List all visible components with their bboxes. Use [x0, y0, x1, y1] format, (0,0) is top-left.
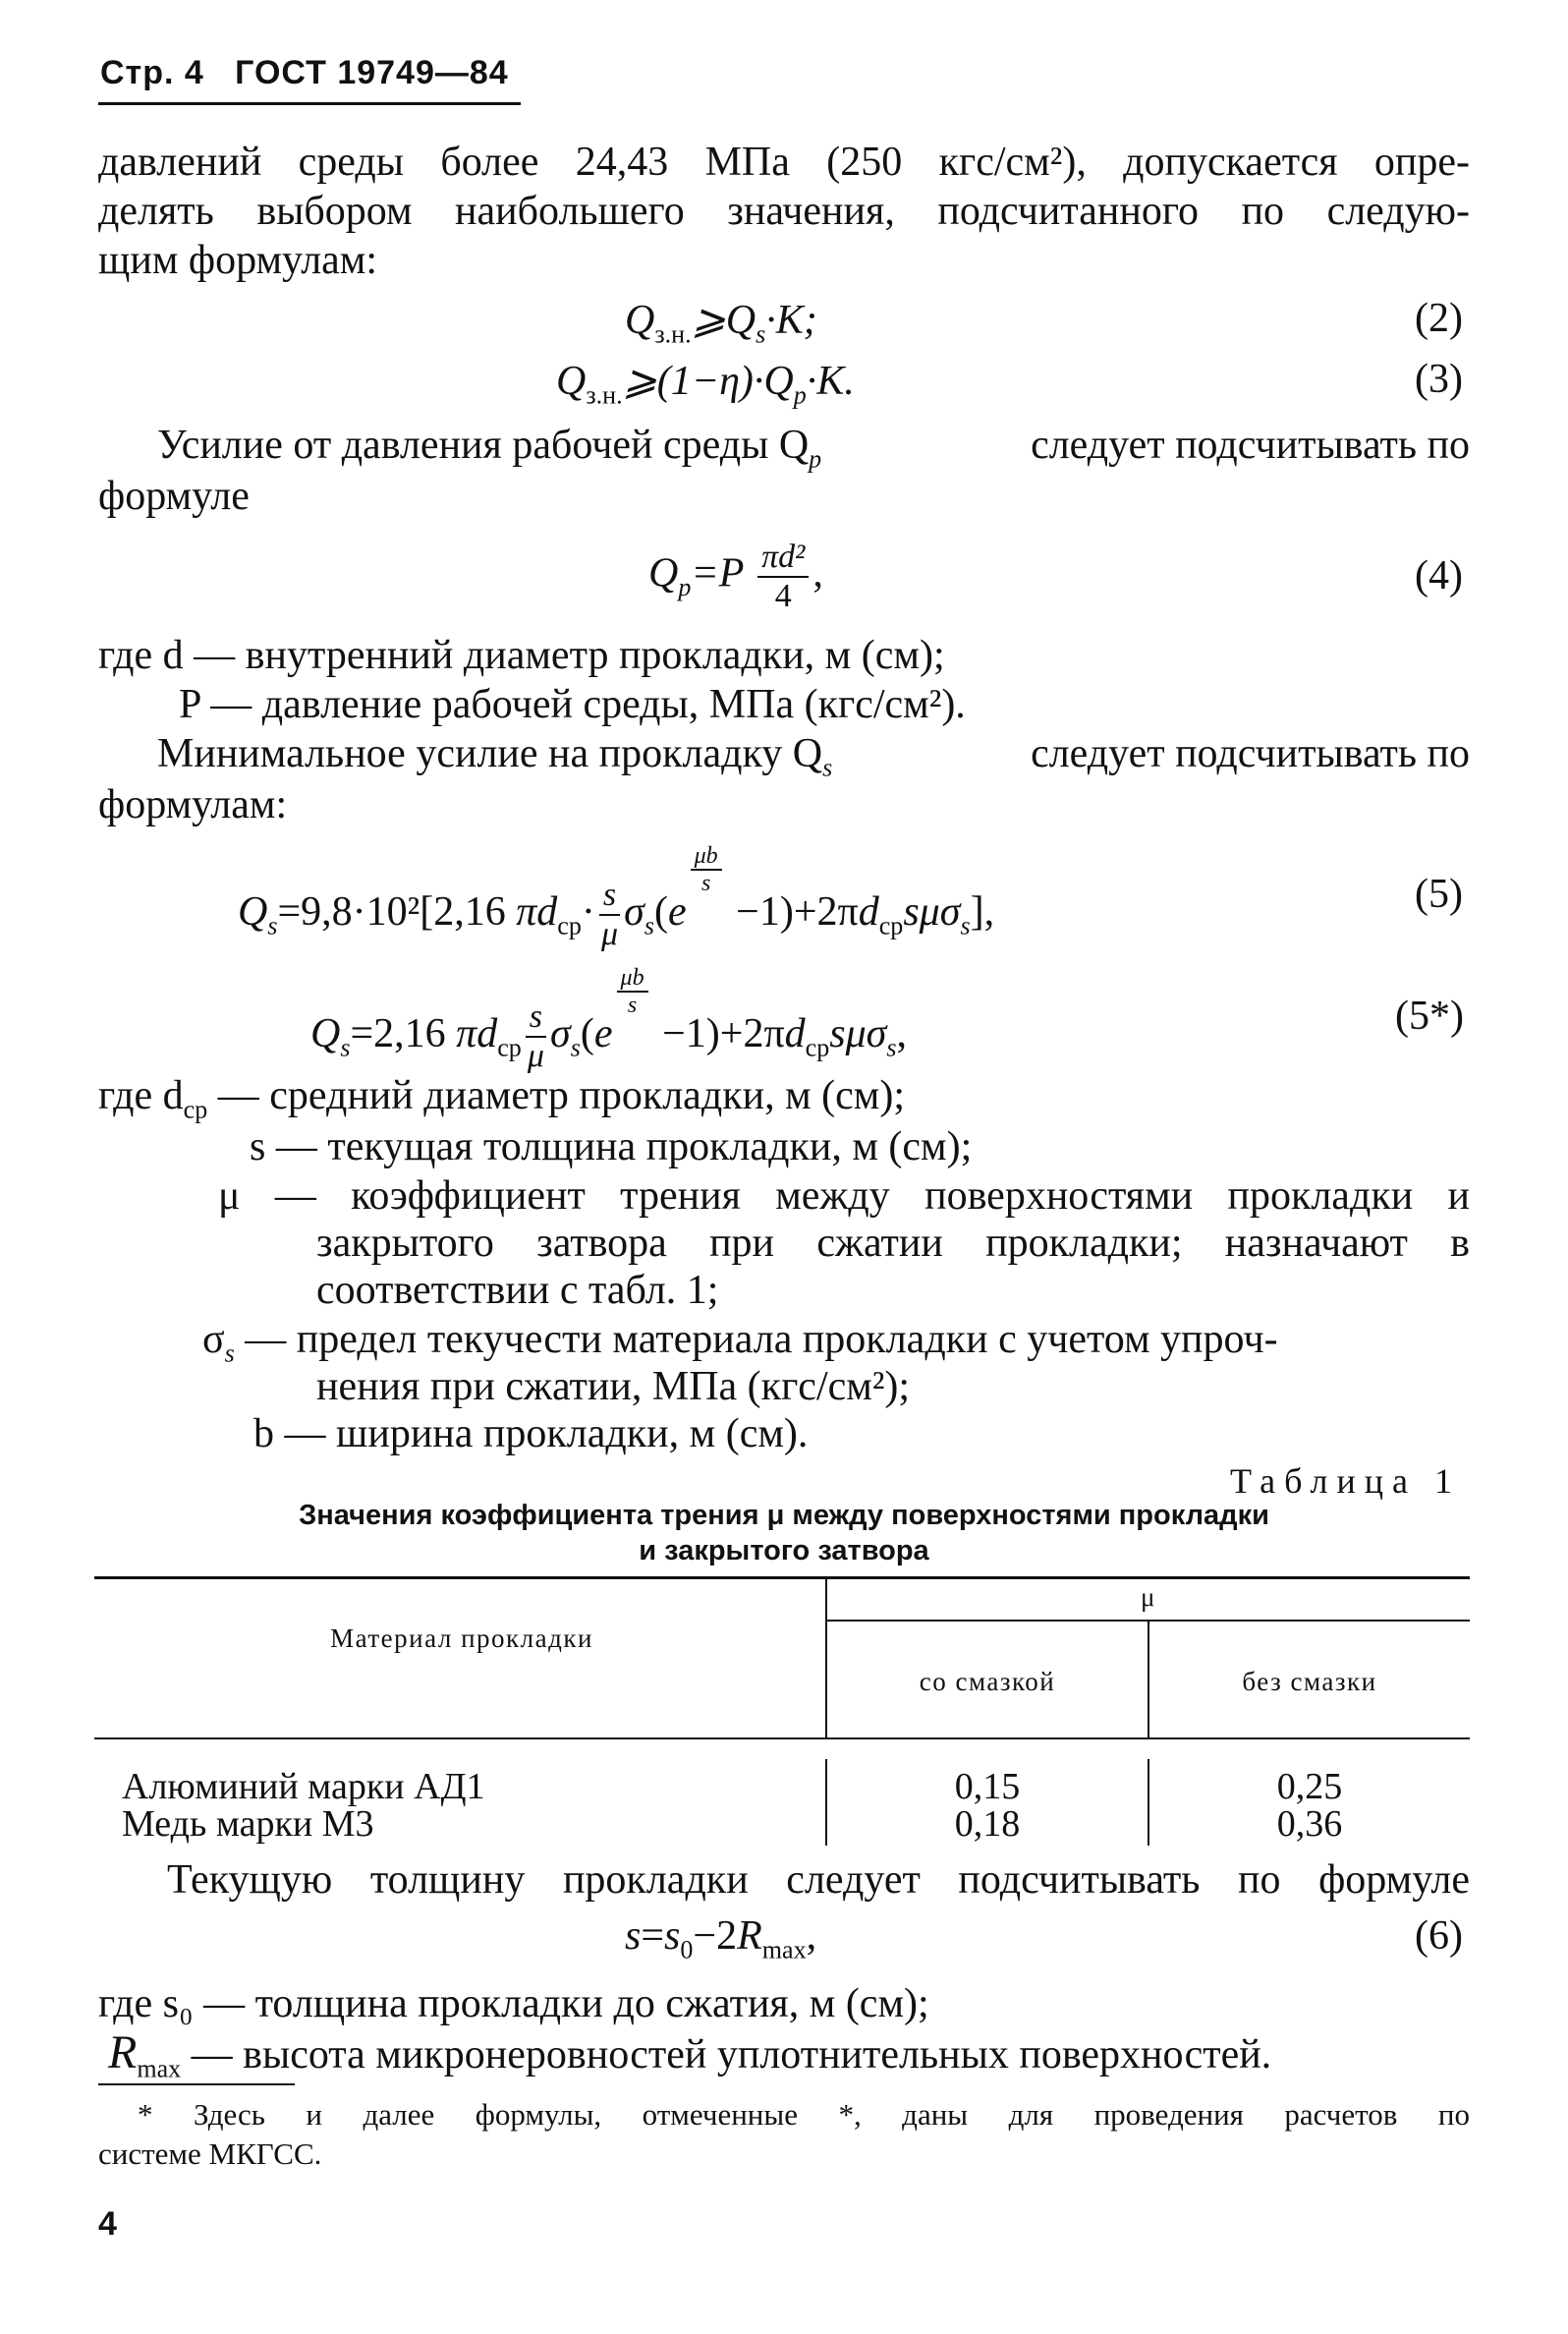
table-row-2-with: 0,18: [954, 1803, 1021, 1845]
where-mu-1: μ — коэффициент трения между поверхностями прокладки и: [218, 1173, 1470, 1219]
where-s: s — текущая толщина прокладки, м (см);: [250, 1124, 973, 1169]
equation-4-number: (4): [1415, 553, 1463, 598]
equation-5-number: (5): [1415, 872, 1463, 917]
where-p: P — давление рабочей среды, МПа (кгс/см²).: [179, 682, 966, 727]
where-s0: где s₀ — толщина прокладки до сжатия, м (см);: [98, 1981, 929, 2026]
force-paragraph-line-2: формуле: [98, 474, 250, 519]
table-row-2-without: 0,36: [1276, 1803, 1343, 1845]
where-d: где d — внутренний диаметр прокладки, м (см);: [98, 633, 945, 678]
equation-5-star-number: (5*): [1395, 994, 1464, 1039]
where-b: b — ширина прокладки, м (см).: [253, 1411, 809, 1456]
footnote-line-2: системе МКГСС.: [98, 2136, 322, 2171]
equation-5: $Q_s=9,8\cdot 10^2[2,16$ $\pi d_{ср}\cdot$ $\frac{s}{\mu}$ $\sigma_s(e$ $^{\frac{\mu b}{s}}$ $-1)+2\pi d_{ср}s\mu\sigma_s$],: [238, 843, 995, 953]
intro-line-3: щим формулам:: [98, 238, 378, 283]
where-mu-2: закрытого затвора при сжатии прокладки; назначают в: [316, 1221, 1470, 1266]
min-force-line-1: Минимальное усилие на прокладку $Q_s$ следует подсчитывать по: [157, 731, 1470, 782]
equation-2-number: (2): [1415, 296, 1463, 341]
table-row-2-material: Медь марки М3: [122, 1803, 374, 1845]
footnote-line-1: * Здесь и далее формулы, отмеченные *, даны для проведения расчетов по: [138, 2097, 1470, 2132]
min-force-line-2: формулам:: [98, 782, 288, 827]
table-caption-line-2: и закрытого затвора: [639, 1535, 929, 1566]
equation-2: $Q_{з.н.}⩾Q_s\cdot K$;: [625, 298, 817, 349]
table-top-rule: [94, 1576, 1470, 1579]
header-rule: [98, 102, 521, 105]
table-row-1-with: 0,15: [954, 1766, 1021, 1807]
where-sigma-2: нения при сжатии, МПа (кгс/см²);: [316, 1364, 911, 1409]
thickness-paragraph: Текущую толщину прокладки следует подсчитывать по формуле: [167, 1857, 1470, 1903]
equation-6-number: (6): [1415, 1913, 1463, 1959]
equation-4: $Q_p=P$ $\frac{\text{πd²}}{4}$ ,: [648, 539, 823, 614]
equation-6: $s=s_0-2R_{max}$,: [625, 1913, 817, 1964]
intro-line-2: делять выбором наибольшего значения, подсчитанного по следую-: [98, 189, 1470, 234]
column-header-material: Материал прокладки: [330, 1623, 593, 1653]
where-dcp: где $d_{ср}$ — средний диаметр прокладки, м (см);: [98, 1073, 906, 1124]
equation-5-star: $Q_s=2,16$ $\pi d_{ср}$ $\frac{s}{\mu}$ $\sigma_s(e$ $^{\frac{\mu b}{s}}$ $-1)+2\pi d_{ср}s\mu\sigma_s$,: [310, 965, 908, 1075]
running-header: [100, 54, 509, 92]
intro-line-1: давлений среды более 24,43 МПа (250 кгс/см²), допускается опре-: [98, 140, 1470, 185]
force-paragraph-line-1: Усилие от давления рабочей среды $Q_p$ следует подсчитывать по: [157, 423, 1470, 474]
standard-code: ГОСТ 19749—84: [235, 54, 509, 91]
table-row-1-without: 0,25: [1276, 1766, 1343, 1807]
where-rmax: $R_{max}$ — высота микронеровностей уплотнительных поверхностей.: [108, 2026, 1272, 2083]
table-label: Таблица 1: [1230, 1461, 1461, 1501]
page-number: 4: [98, 2205, 117, 2243]
column-header-with-lubricant: со смазкой: [919, 1667, 1056, 1696]
table-row-1-material: Алюминий марки АД1: [122, 1766, 485, 1807]
where-mu-3: соответствии с табл. 1;: [316, 1268, 719, 1313]
table-caption-line-1: Значения коэффициента трения μ между поверхностями прокладки: [299, 1500, 1269, 1531]
equation-3: $Q_{з.н.}⩾(1-\eta)\cdot Q_p\cdot K$.: [556, 359, 855, 410]
where-sigma-1: $\sigma_s$ — предел текучести материала прокладки с учетом упроч-: [202, 1317, 1278, 1368]
equation-3-number: (3): [1415, 357, 1463, 402]
page-label: Стр. 4: [100, 54, 204, 91]
footnote-rule: [98, 2083, 295, 2085]
column-header-without-lubricant: без смазки: [1242, 1667, 1377, 1696]
table-header-rule: [94, 1737, 1470, 1739]
column-header-mu: μ: [1141, 1582, 1156, 1612]
